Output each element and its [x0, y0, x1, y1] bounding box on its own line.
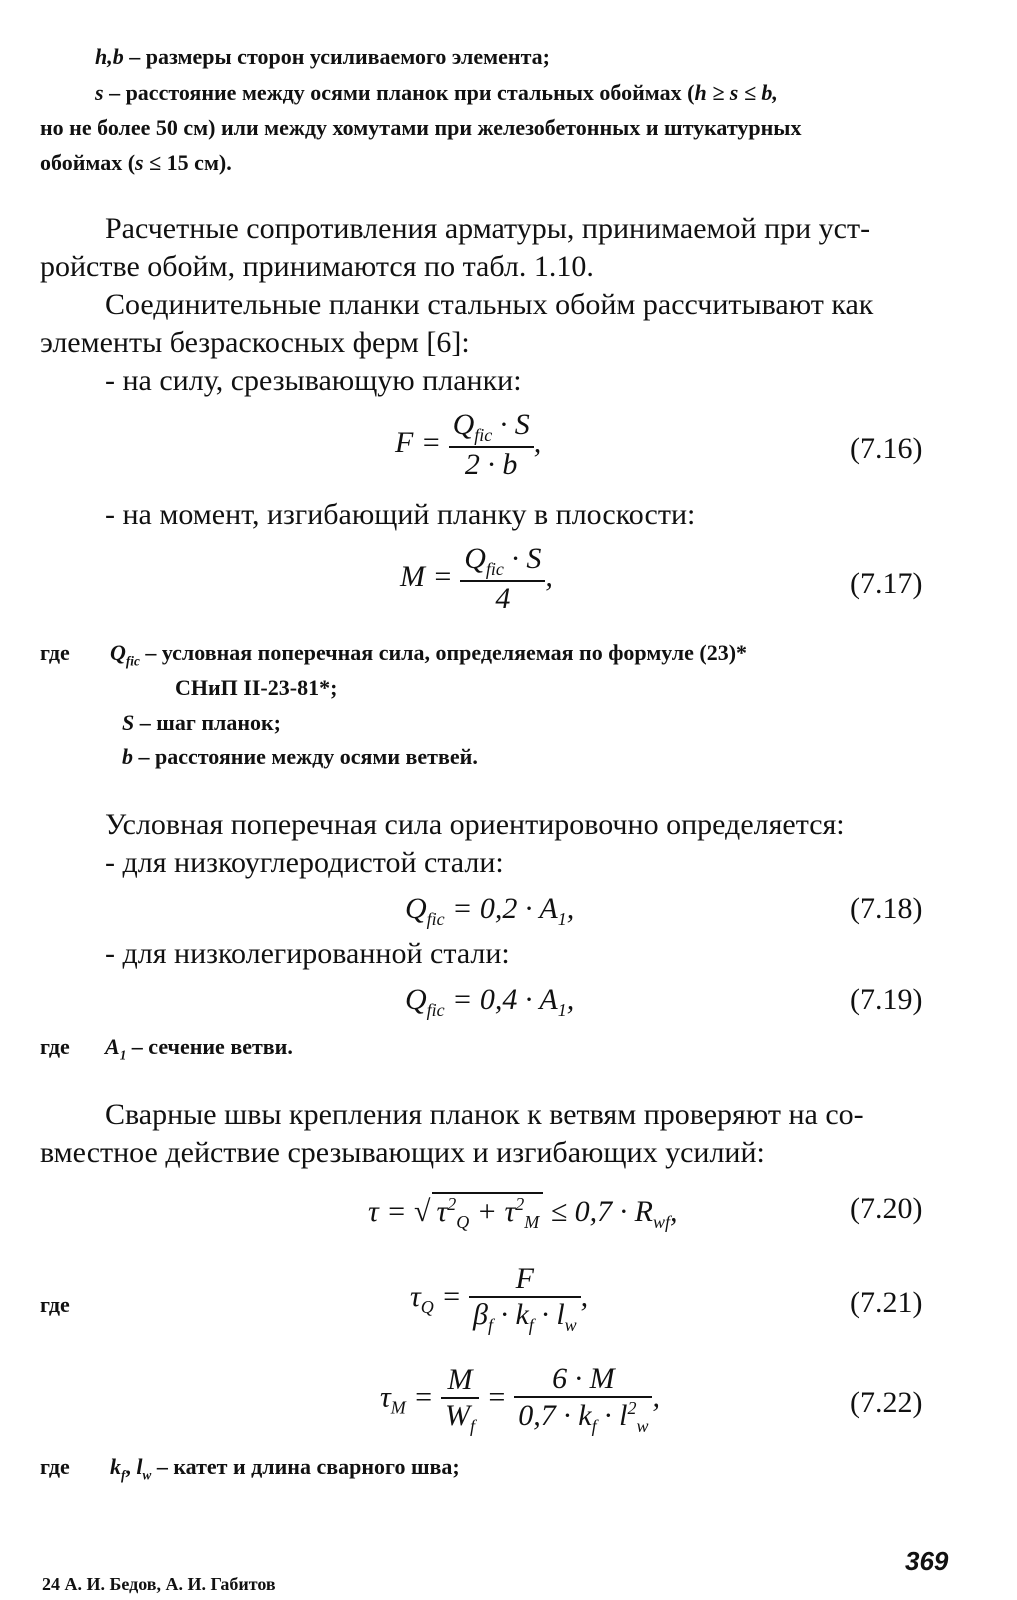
- where-label-2: где: [40, 1034, 70, 1059]
- where-label-1: где: [40, 640, 70, 665]
- def-s-step: S – шаг планок;: [122, 710, 282, 735]
- equation-number-7-20: (7.20): [850, 1192, 923, 1225]
- def-a1: $A_1$ – сечение ветви.: [105, 1034, 293, 1063]
- para4-line2: вместное действие срезывающих и изгибающих усилий:: [40, 1136, 765, 1169]
- def-s: s – расстояние между осями планок при стальных обоймах (h ≥ s ≤ b,: [95, 80, 778, 105]
- moment-line: - на момент, изгибающий планку в плоскости:: [105, 498, 696, 531]
- page-number: 369: [905, 1546, 949, 1576]
- equation-7-20: τ = √ $\tau^2_Q + \tau^2_M \le 0,7 \cdot R_{wf}$,: [368, 1194, 678, 1232]
- para2-line3: - на силу, срезывающую планки:: [105, 364, 522, 397]
- para1-line1: Расчетные сопротивления арматуры, принимаемой при уст-: [105, 212, 871, 245]
- equation-number-7-17: (7.17): [850, 567, 923, 600]
- para3-line1: Условная поперечная сила ориентировочно определяется:: [105, 808, 845, 841]
- equation-number-7-19: (7.19): [850, 983, 923, 1016]
- equation-7-17: M = $\frac{Q_{fic} \cdot S}{4}$ ,: [400, 542, 553, 615]
- para1-line2: ройстве обойм, принимаются по табл. 1.10.: [40, 250, 594, 283]
- def-hb: h,b – размеры сторон усиливаемого элемента;: [95, 44, 550, 69]
- para2-line2: элементы безраскосных ферм [6]:: [40, 326, 470, 359]
- equation-7-18: $Q_{fic} = 0,2 \cdot A_1$,: [405, 892, 575, 929]
- def-kf-lw: $k_f$, $l_w$ – катет и длина сварного шва;: [110, 1454, 460, 1483]
- def-qfic-cont: СНиП II-23-81*;: [175, 675, 338, 700]
- def-qfic: $Q_{fic}$ – условная поперечная сила, определяемая по формуле (23)*: [110, 640, 748, 669]
- equation-7-16: F = $\frac{Q_{fic} \cdot S}{2 \cdot b}$ ,: [395, 408, 542, 481]
- equation-number-7-16: (7.16): [850, 432, 923, 465]
- equation-number-7-22: (7.22): [850, 1386, 923, 1419]
- low-alloy-line: - для низколегированной стали:: [105, 937, 510, 970]
- where-label-3: где: [40, 1292, 70, 1317]
- para3-line2: - для низкоуглеродистой стали:: [105, 846, 504, 879]
- def-s-cont2: обоймах (s ≤ 15 см).: [40, 150, 232, 175]
- where-label-4: где: [40, 1454, 70, 1479]
- footer-signature: 24 А. И. Бедов, А. И. Габитов: [42, 1574, 276, 1594]
- equation-number-7-21: (7.21): [850, 1286, 923, 1319]
- para4-line1: Сварные швы крепления планок к ветвям проверяют на со-: [105, 1098, 864, 1131]
- equation-number-7-18: (7.18): [850, 892, 923, 925]
- equation-7-19: $Q_{fic} = 0,4 \cdot A_1$,: [405, 983, 575, 1020]
- equation-7-21: $\tau_Q$ = $\frac{F}{\beta_f \cdot k_f \cdot l_w}$ ,: [410, 1262, 589, 1335]
- para2-line1: Соединительные планки стальных обойм рассчитывают как: [105, 288, 874, 321]
- def-b-axes: b – расстояние между осями ветвей.: [122, 744, 478, 769]
- def-s-cont: но не более 50 см) или между хомутами при железобетонных и штукатурных: [40, 115, 802, 140]
- equation-7-22: $\tau_M$ = $\frac{M}{W_f}$ = $\frac{6 \cdot M}{0,7 \cdot k_f \cdot l^2_w}$ ,: [380, 1362, 660, 1436]
